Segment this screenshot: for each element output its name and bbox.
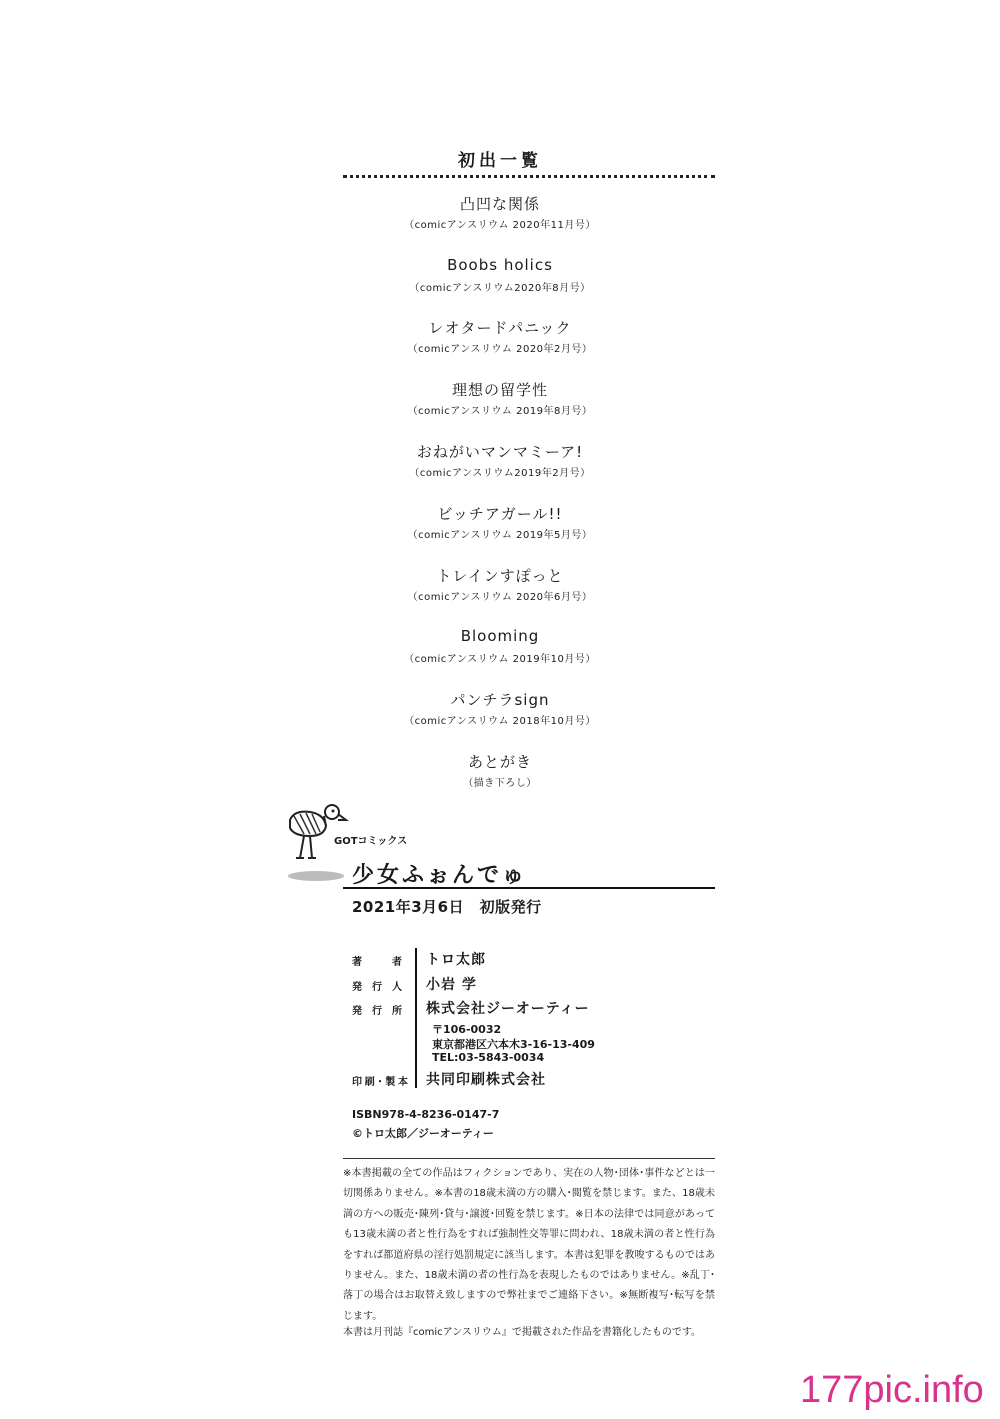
toc-entry-title: 理想の留学性 (451, 381, 548, 399)
toc-entry-source: （comicアンスリウム 2020年6月号） (407, 592, 593, 603)
credit-value-author: トロ太郎 (426, 952, 486, 968)
toc-entry-source: （comicアンスリウム2019年2月号） (409, 468, 591, 479)
toc-entry-source: （comicアンスリウム 2019年8月号） (407, 406, 593, 417)
toc-entry-source: （描き下ろし） (463, 778, 537, 789)
toc-entry-title: Blooming (460, 627, 540, 645)
imprint-label: GOTコミックス (334, 836, 408, 847)
toc-entry-title: あとがき (467, 753, 532, 771)
toc-entry-title: Boobs holics (447, 256, 553, 274)
toc-entry-title: レオタードパニック (428, 319, 572, 337)
toc-heading: 初出一覧 (458, 151, 542, 171)
toc-entry-title: パンチラsign (450, 691, 550, 709)
toc-entry-source: （comicアンスリウム 2018年10月号） (404, 716, 596, 727)
serialization-note: 本書は月刊誌『comicアンスリウム』で掲載された作品を書籍化したものです。 (343, 1327, 702, 1338)
copyright: ©トロ太郎／ジーオーティー (352, 1127, 494, 1140)
toc-entry-title: 凸凹な関係 (459, 195, 540, 213)
book-title: 少女ふぉんでゅ (352, 863, 528, 888)
credits-vertical-divider (415, 948, 417, 1088)
address-postal: 〒106-0032 (432, 1023, 502, 1036)
publication-date: 2021年3月6日 初版発行 (352, 898, 542, 916)
watermark-text: 177pic.info (800, 1369, 984, 1411)
dotted-divider (343, 175, 715, 178)
legal-divider (343, 1158, 715, 1159)
credit-label-company: 発行所 (352, 1006, 402, 1017)
isbn: ISBN978-4-8236-0147-7 (352, 1108, 500, 1121)
toc-entry-source: （comicアンスリウム 2019年5月号） (407, 530, 593, 541)
address-tel: TEL:03-5843-0034 (432, 1051, 545, 1064)
address-street: 東京都港区六本木3-16-13-409 (432, 1038, 595, 1051)
toc-entry-title: おねがいマンマミーア! (416, 443, 584, 461)
title-divider (343, 887, 715, 889)
credit-label-author: 著者 (352, 957, 402, 968)
toc-entry-source: （comicアンスリウム 2019年10月号） (404, 654, 596, 665)
credit-value-company: 株式会社ジーオーティー (426, 1001, 590, 1017)
legal-notice: ※本書掲載の全ての作品はフィクションであり、実在の人物･団体･事件などとは一切関係ありません。※本書の18歳未満の方の購入･閲覧を禁じます。また、18歳未満の方への販売･陳列･貸与･譲渡･回覧を禁じます。※日本の法律では同意があっても13歳未満の者と性行為をすれば強制性交等罪に問われ、18歳未満の者と性行為をすれば都道府県の淫行処罰規定に該当します。本書は犯罪を教唆するものではありません。また、18歳未満の者の性行為を表現したものではありません。※乱丁･落丁の場合はお取替え致しますので弊社までご連絡下さい。※無断複写･転写を禁じます。 (343, 1168, 715, 1322)
toc-entry-title: ビッチアガール!! (437, 505, 563, 523)
toc-entry-source: （comicアンスリウム 2020年11月号） (404, 220, 596, 231)
toc-entry-title: トレインすぽっと (436, 567, 564, 585)
toc-entry-source: （comicアンスリウム2020年8月号） (409, 283, 591, 294)
credit-value-printer: 共同印刷株式会社 (426, 1072, 546, 1088)
credit-label-publisher: 発行人 (352, 982, 402, 993)
credit-value-publisher: 小岩 学 (426, 977, 477, 993)
toc-entry-source: （comicアンスリウム 2020年2月号） (407, 344, 593, 355)
credit-label-printer: 印刷･製本 (352, 1077, 408, 1088)
